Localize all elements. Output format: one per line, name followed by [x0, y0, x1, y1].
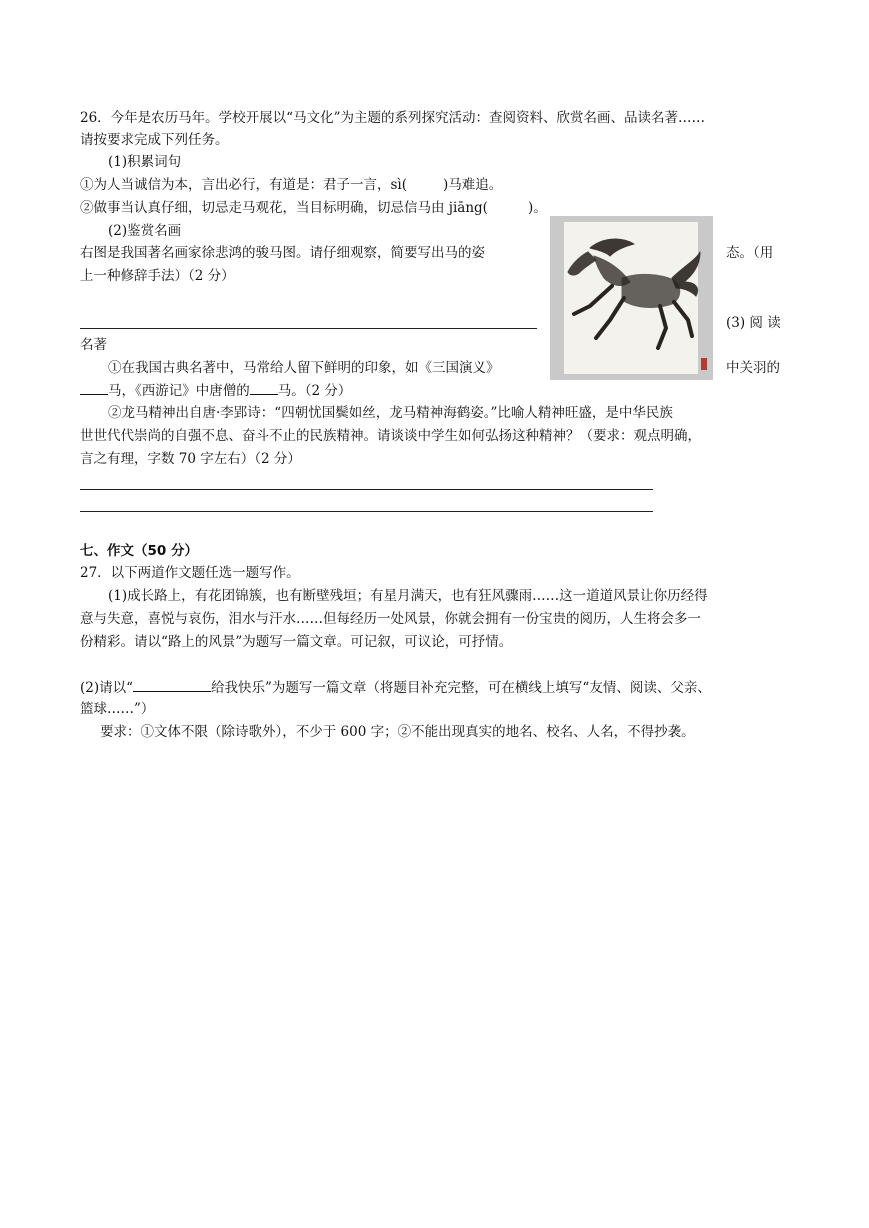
- horse-painting: [550, 216, 713, 380]
- blank-guanyu-horse: [80, 380, 108, 395]
- item3-1-b: 中关羽的: [726, 360, 780, 376]
- option1-line2: 意与失意，喜悦与哀伤，泪水与汗水……但每经历一处风景，你就会拥有一份宝贵的阅历，人生将会多一: [80, 611, 701, 627]
- item1-text-a: ①为人当诚信为本，言出必行，有道是：君子一言，sì(: [80, 177, 408, 193]
- item3-1-d: 马。（2 分）: [277, 383, 352, 399]
- answer-line-1: [80, 489, 653, 490]
- part1-title: (1)积累词句: [108, 154, 182, 170]
- item2-text-b: )。: [527, 200, 547, 216]
- q26-intro: 26．今年是农历马年。学校开展以“马文化”为主题的系列探究活动：查阅资料、欣赏名画、品读名著……: [80, 110, 705, 126]
- item1: [80, 175, 502, 195]
- requirements: 要求：①文体不限（除诗歌外），不少于 600 字；②不能出现真实的地名、校名、人名，不得抄袭。: [100, 724, 695, 740]
- part2-text-2: 上一种修辞手法）（2 分）: [80, 268, 235, 284]
- item1-text-b: )马难追。: [443, 177, 503, 193]
- option1-line3: 份精彩。请以“路上的风景”为题写一篇文章。可记叙，可议论，可抒情。: [80, 634, 513, 650]
- option2-text-b: 给我快乐”为题写一篇文章（将题目补充完整，可在横线上填写“友情、阅读、父亲、: [211, 680, 711, 696]
- part2-title: (2)鉴赏名画: [108, 223, 182, 239]
- option2-line2: 篮球……”）: [80, 701, 155, 717]
- item2-text-a: ②做事当认真仔细，切忌走马观花，当目标明确，切忌信马由 jiāng(: [80, 200, 488, 216]
- part3-title-a: (3) 阅 读: [726, 315, 781, 331]
- artist-seal: [701, 358, 707, 370]
- q27-prompt: 27．以下两道作文题任选一题写作。: [80, 565, 300, 581]
- item3-1-c: 马，《西游记》中唐僧的: [108, 383, 250, 399]
- item2: [80, 198, 547, 218]
- option2-text-a: (2)请以“: [80, 680, 134, 696]
- answer-line-2: [80, 511, 653, 512]
- item3-1-line2: [80, 380, 351, 401]
- option1-line1: (1)成长路上，有花团锦簇，也有断壁残垣；有星月满天，也有狂风骤雨……这一道道风景让你历经得: [108, 588, 708, 604]
- section7-title: 七、作文（50 分）: [80, 543, 198, 559]
- option2-line1: [80, 677, 711, 698]
- galloping-horse-icon: [550, 216, 713, 380]
- part3-title-b: 名著: [80, 337, 107, 353]
- item3-2-line2: 世世代代崇尚的自强不息、奋斗不止的民族精神。请谈谈中学生如何弘扬这种精神？（要求：观点明确，: [80, 428, 701, 444]
- title-blank: [133, 677, 211, 692]
- item3-2-line3: 言之有理，字数 70 字左右）（2 分）: [80, 451, 301, 467]
- item3-2-line1: ②龙马精神出自唐·李郢诗：“四朝忧国鬓如丝，龙马精神海鹤姿。”比喻人精神旺盛，是中华民族: [108, 405, 673, 421]
- answer-line-part2: [80, 328, 537, 329]
- blank-tangseng-horse: [250, 380, 278, 395]
- q26-intro-cont: 请按要求完成下列任务。: [80, 132, 229, 148]
- part2-text-a: 右图是我国著名画家徐悲鸿的骏马图。请仔细观察，简要写出马的姿: [80, 245, 485, 261]
- part2-text-b: 态。（用: [726, 245, 774, 261]
- item3-1-a: ①在我国古典名著中，马常给人留下鲜明的印象，如《三国演义》: [108, 360, 500, 376]
